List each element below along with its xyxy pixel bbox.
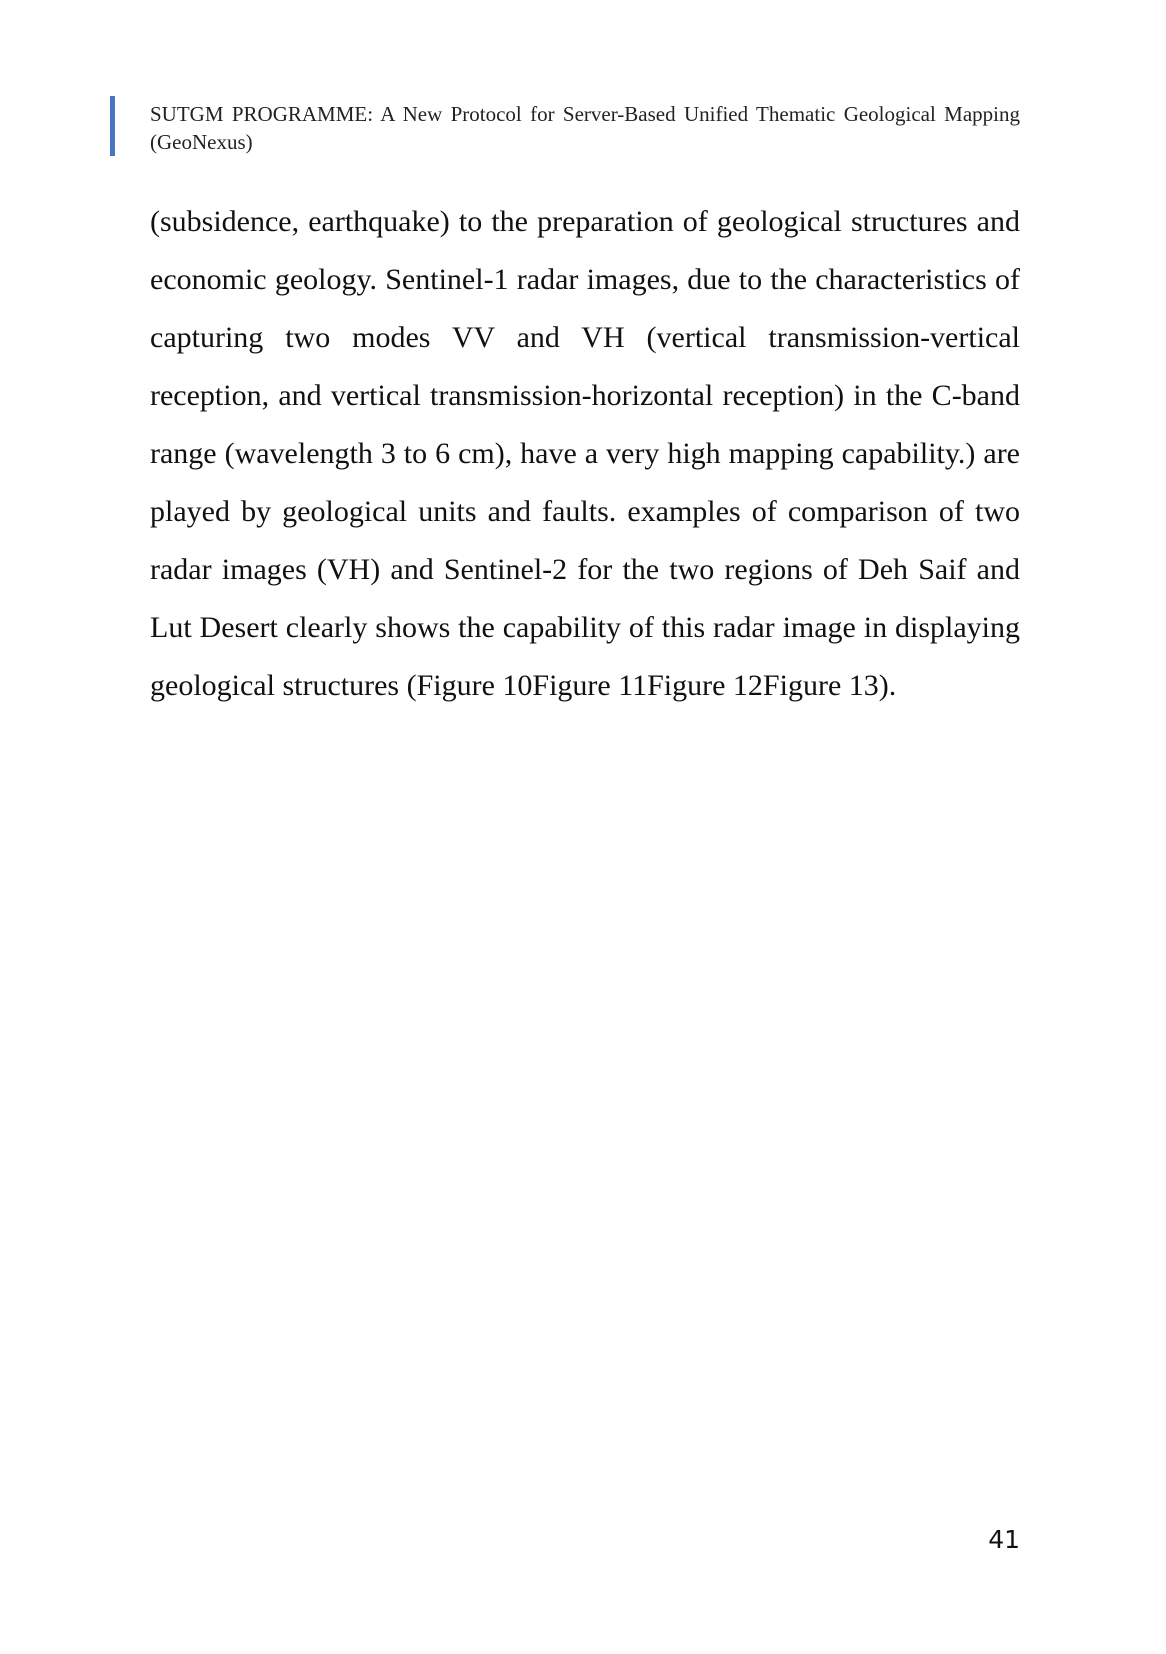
page-number: 41 (988, 1525, 1020, 1554)
header-accent-bar (110, 96, 115, 156)
running-header: SUTGM PROGRAMME: A New Protocol for Server-Based Unified Thematic Geological Mapping (GeoNexus) (150, 102, 1020, 154)
body-paragraph: (subsidence, earthquake) to the preparation of geological structures and economic geology. Sentinel-1 radar images, due to the characteristics of capturing two modes VV and VH (vertical transmission-vertical reception, and vertical transmission-horizontal reception) in the C-band range (wavelength 3 to 6 cm), have a very high mapping capability.) are played by geological units and faults. examples of comparison of two radar images (VH) and Sentinel-2 for the two regions of Deh Saif and Lut Desert clearly shows the capability of this radar image in displaying geological structures (Figure 10Figure 11Figure 12Figure 13). (150, 205, 1020, 702)
